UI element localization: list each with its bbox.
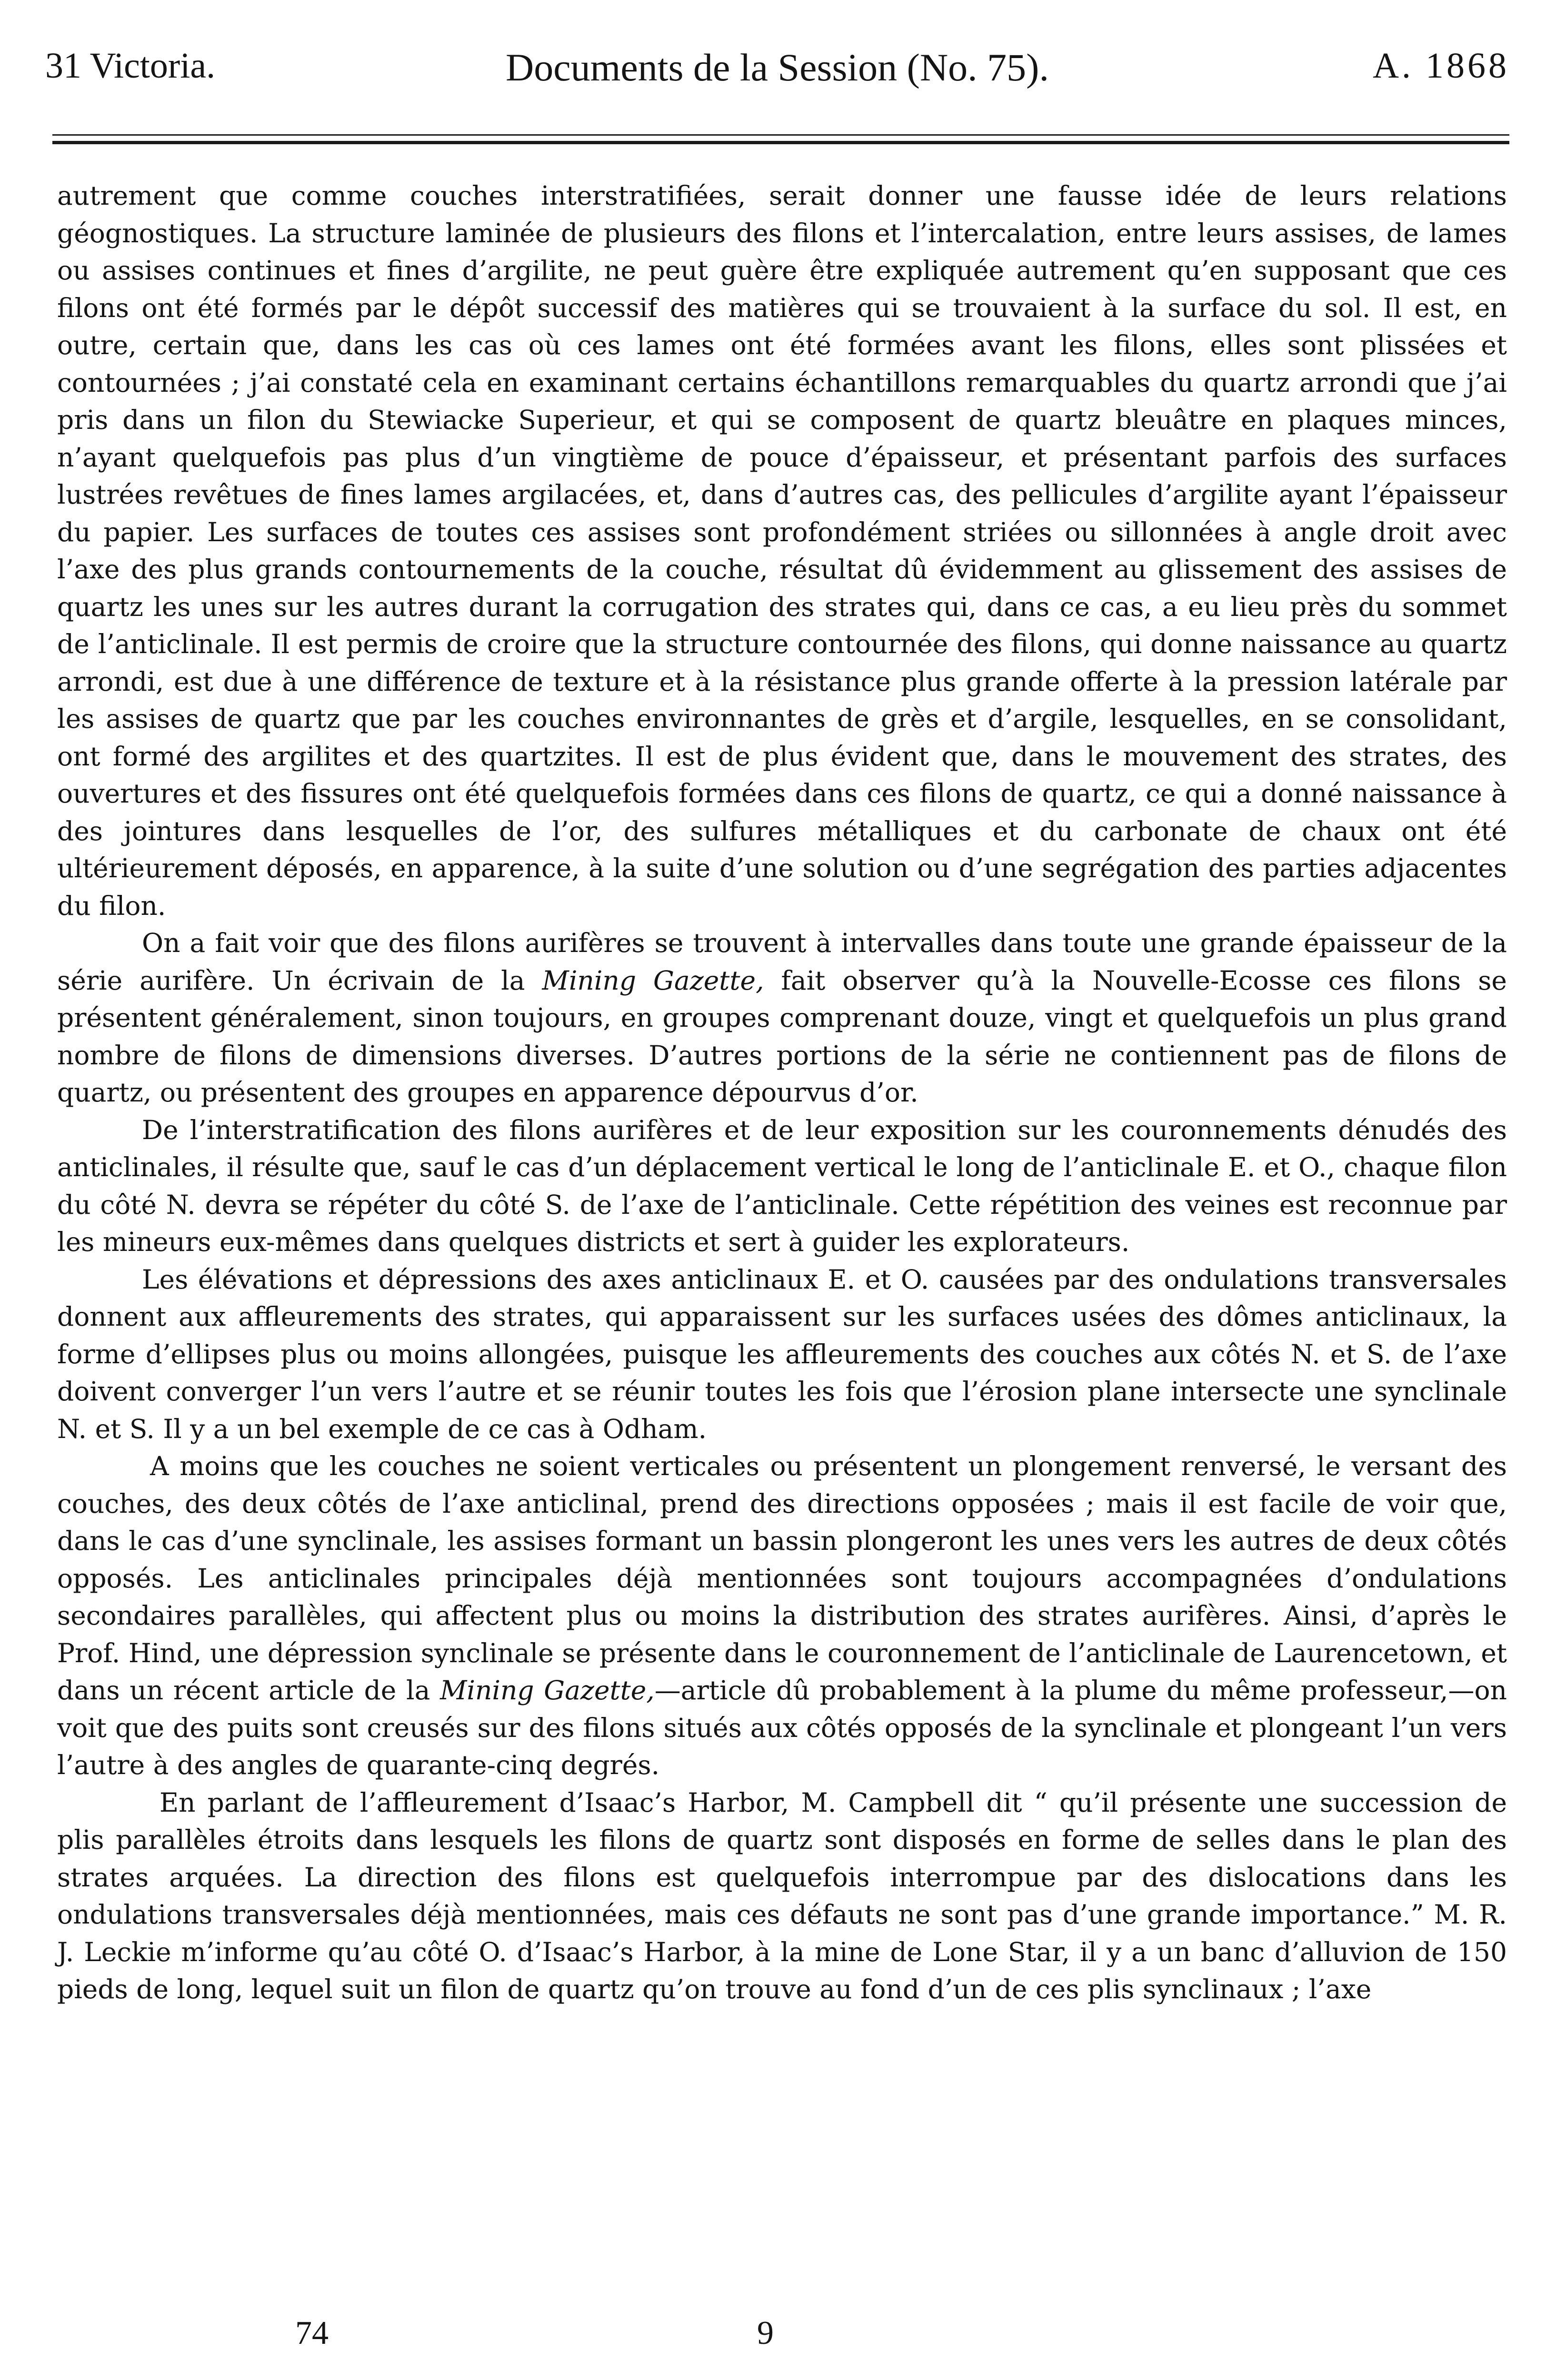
header-year: A. 1868 [1373,46,1509,86]
body-text [57,177,1507,2008]
page-header [45,45,1509,107]
paragraph-5: A moins que les couches ne soient verticales ou présentent un plongement renversé, le versant des couches, des deux côtés de l’axe anticlinal, prend des directions opposées ; mais il est facile de voir que, dans le cas d’une synclinale, les assises formant un bassin plongeront les unes vers les autres de deux côtés opposés. Les anticlinales principales déjà mentionnées sont toujours accompagnées d’ondulations secondaires parallèles, qui affectent plus ou moins la distribution des strates aurifères. Ainsi, d’après le Prof. Hind, une dépression synclinale se présente dans le couronnement de l’anticlinale de Laurencetown, et dans un récent article de la Mining Gazette,—article dû probablement à la plume du même professeur,—on voit que des puits sont creusés sur des filons situés aux côtés opposés de la synclinale et plongeant l’un vers l’autre à des angles de quarante-cinq degrés. [57,1451,1507,1780]
page-footer [57,2314,1507,2362]
footer-page-number: 74 [295,2315,329,2351]
paragraph-6: En parlant de l’affleurement d’Isaac’s Harbor, M. Campbell dit “ qu’il présente une succession de plis parallèles étroits dans lesquels les filons de quartz sont disposés en forme de selles dans le plan des strates arquées. La direction des filons est quelquefois interrompue par des dislocations dans les ondulations transversales déjà mentionnées, mais ces défauts ne sont pas d’une grande importance.” M. R. J. Leckie m’informe qu’au côté O. d’Isaac’s Harbor, à la mine de Lone Star, il y a un banc d’alluvion de 150 pieds de long, lequel suit un filon de quartz qu’on trouve au fond d’un de ces plis synclinaux ; l’axe [57,1787,1507,2004]
header-rule-thin [52,134,1509,136]
header-title: Documents de la Session (No. 75). [506,46,1049,89]
publication-title: Mining Gazette, [542,965,764,996]
header-volume: 31 Victoria. [45,46,216,86]
paragraph-4: Les élévations et dépressions des axes anticlinaux E. et O. causées par des ondulations transversales donnent aux affleurements des strates, qui apparaissent sur les surfaces usées des dômes anticlinaux, la forme d’ellipses plus ou moins allongées, puisque les affleurements des couches aux côtés N. et S. de l’axe doivent converger l’un vers l’autre et se réunir toutes les fois que l’érosion plane intersecte une synclinale N. et S. Il y a un bel exemple de ce cas à Odham. [57,1264,1507,1444]
publication-title: Mining Gazette, [440,1675,655,1706]
header-rule-thick [52,141,1509,144]
paragraph-2: On a fait voir que des filons aurifères se trouvent à intervalles dans toute une grande épaisseur de la série aurifère. Un écrivain de la Mining Gazette, fait observer qu’à la Nouvelle-Ecosse ces filons se présentent généralement, sinon toujours, en groupes comprenant douze, vingt et quelquefois un plus grand nombre de filons de dimensions diverses. D’autres portions de la série ne contiennent pas de filons de quartz, ou présentent des groupes en apparence dépourvus d’or. [57,928,1507,1108]
paragraph-3: De l’interstratification des filons aurifères et de leur exposition sur les couronnements dénudés des anticlinales, il résulte que, sauf le cas d’un déplacement vertical le long de l’anticlinale E. et O., chaque filon du côté N. devra se répéter du côté S. de l’axe de l’anticlinale. Cette répétition des veines est reconnue par les mineurs eux-mêmes dans quelques districts et sert à guider les explorateurs. [57,1114,1507,1257]
paragraph-1: autrement que comme couches interstratifiées, serait donner une fausse idée de leurs relations géognostiques. La structure laminée de plusieurs des filons et l’intercalation, entre leurs assises, de lames ou assises continues et fines d’argilite, ne peut guère être expliquée autrement qu’en supposant que ces filons ont été formés par le dépôt successif des matières qui se trouvaient à la surface du sol. Il est, en outre, certain que, dans les cas où ces lames ont été formées avant les filons, elles sont plissées et contournées ; j’ai constaté cela en examinant certains échantillons remarquables du quartz arrondi que j’ai pris dans un filon du Stewiacke Superieur, et qui se composent de quartz bleuâtre en plaques minces, n’ayant quelquefois pas plus d’un vingtième de pouce d’épaisseur, et présentant parfois des surfaces lustrées revêtues de fines lames argilacées, et, dans d’autres cas, des pellicules d’argilite ayant l’épaisseur du papier. Les surfaces de toutes ces assises sont profondément striées ou sillonnées à angle droit avec l’axe des plus grands contournements de la couche, résultat dû évidemment au glissement des assises de quartz les unes sur les autres durant la corrugation des strates qui, dans ce cas, a eu lieu près du sommet de l’anticlinale. Il est permis de croire que la structure contournée des filons, qui donne naissance au quartz arrondi, est due à une différence de texture et à la résistance plus grande offerte à la pression latérale par les assises de quartz que par les couches environnantes de grès et d’argile, lesquelles, en se consolidant, ont formé des argilites et des quartzites. Il est de plus évident que, dans le mouvement des strates, des ouvertures et des fissures ont été quelquefois formées dans ces filons de quartz, ce qui a donné naissance à des jointures dans lesquelles de l’or, des sulfures métalliques et du carbonate de chaux ont été ultérieurement déposés, en apparence, à la suite d’une solution ou d’une segrégation des parties adjacentes du filon. [57,180,1507,921]
footer-signature-number: 9 [757,2315,774,2351]
